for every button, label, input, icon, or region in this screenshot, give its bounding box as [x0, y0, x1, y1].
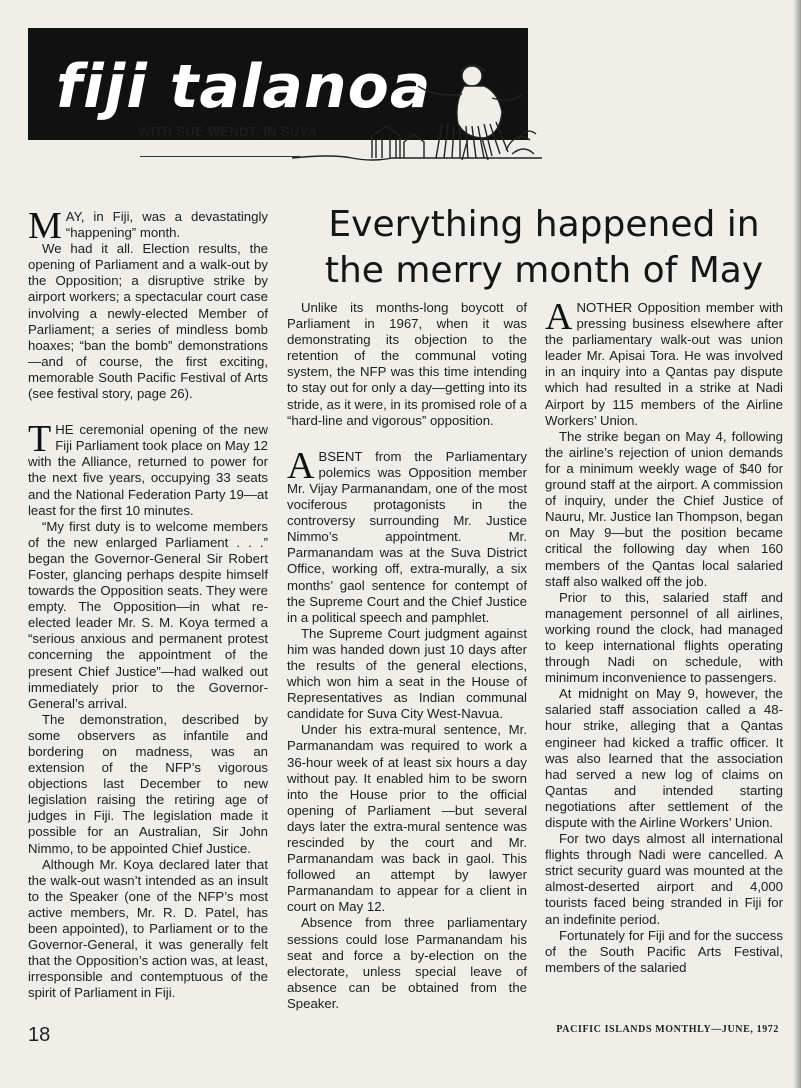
- paragraph: Although Mr. Koya declared later that the walk-out wasn’t intended as an insult to the Speaker (one of the NFP’s most active members, Mr. R. D. Patel, has been appointed), to Parliament or to the Governor-General, it was generally felt that the Opposition’s action was, at least, irresponsible and contemptuous of the spirit of Parliament in Fiji.: [28, 856, 268, 1001]
- paragraph: The strike began on May 4, following the airline’s rejection of union demands for a minimum weekly wage of $40 for ground staff at the airport. A commission of inquiry, under the Chief Justice of Nauru, Mr. Justice Ian Thompson, began on May 9—but the position became critical the following day when 160 members of the Qantas local salaried staff also walked off the job.: [545, 428, 783, 589]
- paragraph: Fortunately for Fiji and for the success of the South Pacific Arts Festival, members of the salaried: [545, 927, 783, 975]
- paragraph: The demonstration, described by some observers as infantile and bordering on madness, was an extension of the NFP’s vigorous objections last December to new legislation raising the retiring age of judges in Fiji. The legislation made it possible for an Australian, Sir John Nimmo, to be appointed Chief Justice.: [28, 711, 268, 856]
- article-column-2: [287, 300, 527, 1012]
- article-headline: Everything happened in the merry month of May: [324, 204, 764, 291]
- publication-footer: PACIFIC ISLANDS MONTHLY—JUNE, 1972: [556, 1024, 779, 1035]
- paragraph-text: NOTHER Opposition member with pressing business elsewhere after the parliamentary walk-out was union leader Mr. Apisai Tora. He was involved in an inquiry into a Qantas pay dispute which had resulted in a strike at Nadi Airport by 115 members of the Airline Workers’ Union.: [545, 300, 783, 428]
- drop-cap: A: [545, 296, 573, 338]
- paragraph: [28, 418, 268, 519]
- page-number: 18: [28, 1024, 51, 1046]
- masthead-rule: [140, 156, 300, 157]
- paragraph-text: HE ceremonial opening of the new Fiji Parliament took place on May 12 with the Alliance, returned to power for the next five years, occupying 33 seats and the National Federation Party 19—at least for the first 10 minutes.: [28, 422, 268, 518]
- paragraph-text: BSENT from the Parliamentary polemics was Opposition member Mr. Vijay Parmanandam, one of the most vociferous protagonists in the controversy surrounding Mr. Justice Nimmo’s appointment. Mr. Parmanandam was at the Suva District Office, working off, extra-murally, a six months’ gaol sentence for contempt of the Supreme Court and the Chief Justice in a political speech and pamphlet.: [287, 448, 527, 625]
- paragraph: The Supreme Court judgment against him was handed down just 10 days after the results of the general elections, which won him a seat in the House of Representatives as Indian communal candidate for Suva City West-Navua.: [287, 625, 527, 722]
- paragraph: Absence from three parliamentary sessions could lose Parmanandam his seat and force a by-election on the electorate, unless special leave of absence can be obtained from the Speaker.: [287, 915, 527, 1011]
- islander-illustration: [292, 54, 542, 164]
- paragraph: Unlike its months-long boycott of Parliament in 1967, when it was demonstrating its objection to the retention of the communal voting system, the NFP was this time intending to stay out for only a day—getting into its stride, as it were, in its promised role of a “hard-line and vigorous” opposition.: [287, 300, 527, 428]
- paragraph: [545, 296, 783, 429]
- paragraph: Under his extra-mural sentence, Mr. Parmanandam was required to work a 36-hour week of at least six hours a day without pay. It enabled him to be sworn into the House prior to the official opening of Parliament —but several days later the extra-mural sentence was rescinded by the court and Mr. Parmanandam was back in gaol. This followed an attempt by lawyer Parmanandam to appear for a client in court on May 12.: [287, 722, 527, 915]
- paragraph: At midnight on May 9, however, the salaried staff association called a 48-hour strike, alleging that a Qantas engineer had kicked a traffic officer. It was also learned that the association had served a new log of claims on Qantas and intended starting negotiations after settlement of the dispute with the Airline Workers’ Union.: [545, 686, 783, 830]
- paragraph-text: AY, in Fiji, was a devastatingly “happening” month.: [65, 209, 268, 241]
- article-column-3: [545, 296, 783, 976]
- masthead-title: fiji talanoa: [56, 52, 432, 122]
- article-column-1: [28, 205, 268, 1002]
- paragraph: For two days almost all international flights through Nadi were cancelled. A strict security guard was mounted at the almost-deserted airport and 4,000 tourists faced being stranded in Fiji for an indefinite period.: [545, 831, 783, 927]
- paragraph: “My first duty is to welcome members of the new enlarged Parliament . . .” began the Governor-General Sir Robert Foster, glancing perhaps despite himself towards the Opposition seats. They were empty. The Opposition—in what re-elected leader Mr. S. M. Koya termed a “serious anxious and permanent protest concerning the appointment of the present Chief Justice”—had walked out immediately prior to the Governor-General’s arrival.: [28, 518, 268, 711]
- drop-cap: M: [28, 205, 62, 247]
- masthead-credit: WITH SUE WENDT, IN SUVA: [138, 124, 318, 139]
- page-edge-shadow: [793, 0, 801, 1088]
- paragraph: We had it all. Election results, the opening of Parliament and a walk-out by the Opposition; a disruptive strike by airport workers; a spectacular court case involving a newly-elected Member of Parliament; a series of mindless bomb hoaxes; “ban the bomb” demonstrations—and of course, the first exciting, memorable South Pacific Festival of Arts (see festival story, page 26).: [28, 241, 268, 402]
- drop-cap: A: [287, 444, 315, 487]
- paragraph: [287, 444, 527, 626]
- drop-cap: T: [28, 418, 52, 461]
- paragraph: Prior to this, salaried staff and management personnel of all airlines, working round the clock, had managed to keep international flights operating through Nadi on schedule, with minimum inconvenience to passengers.: [545, 589, 783, 686]
- paragraph: [28, 205, 268, 247]
